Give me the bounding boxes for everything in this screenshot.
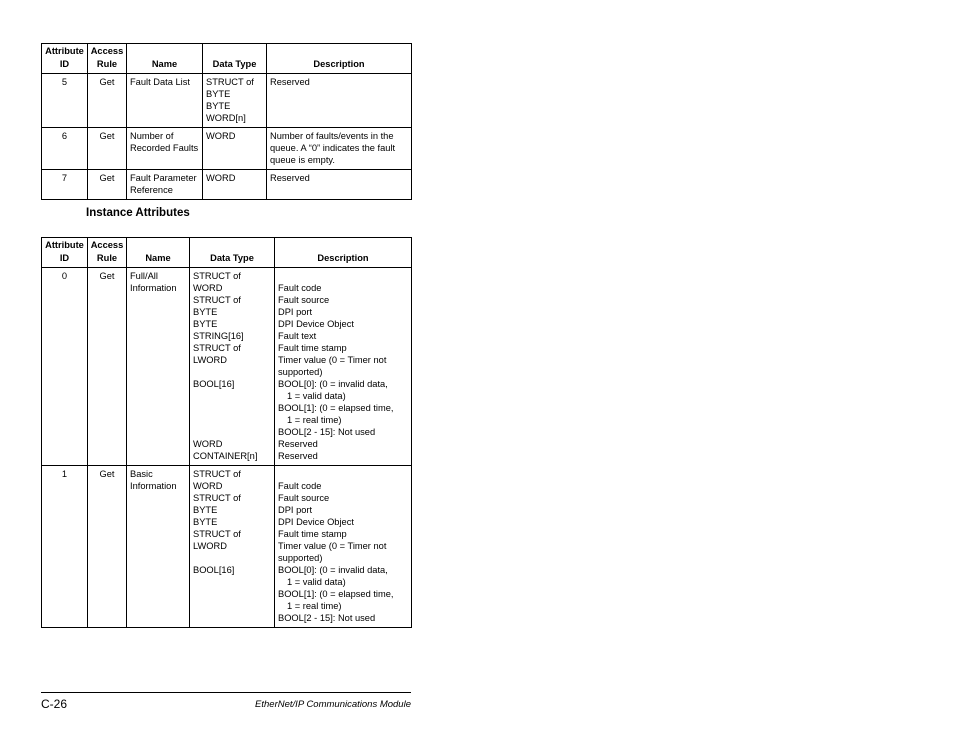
header-description: Description <box>267 44 412 74</box>
data-type-cell <box>203 170 267 200</box>
description-line: BOOL[2 - 15]: Not used <box>278 613 376 623</box>
header-data-type: Data Type <box>190 238 275 268</box>
name-cell: Basic Information <box>127 466 190 628</box>
name-cell: Number of Recorded Faults <box>127 128 203 170</box>
name-cell: Full/All Information <box>127 268 190 466</box>
attribute-id-cell: 1 <box>42 466 88 628</box>
document-title: EtherNet/IP Communications Module <box>255 699 411 710</box>
description-cell: Number of faults/events in the queue. A “0” indicates the fault queue is empty. <box>267 128 412 170</box>
data-type-cell <box>190 466 275 628</box>
description-cell <box>275 466 412 628</box>
description-line: DPI Device Object <box>278 517 354 527</box>
data-type-line: STRUCT of <box>193 271 241 281</box>
description-line: BOOL[1]: (0 = elapsed time, <box>278 589 394 599</box>
instance-attributes-table <box>41 237 412 628</box>
header-name: Name <box>127 238 190 268</box>
description-line: Timer value (0 = Timer not <box>278 541 387 551</box>
access-rule-cell: Get <box>88 268 127 466</box>
description-line: supported) <box>278 367 323 377</box>
data-type-line <box>193 390 271 402</box>
data-type-line: STRUCT of <box>193 469 241 479</box>
data-type-line: STRUCT of <box>193 493 241 503</box>
data-type-line: WORD <box>193 439 223 449</box>
description-line: 1 = valid data) <box>287 391 346 401</box>
data-type-line: WORD[n] <box>206 113 246 123</box>
name-cell: Fault Data List <box>127 74 203 128</box>
description-line: BOOL[0]: (0 = invalid data, <box>278 379 388 389</box>
access-rule-cell: Get <box>88 170 127 200</box>
header-data-type: Data Type <box>203 44 267 74</box>
description-cell: Reserved <box>267 170 412 200</box>
data-type-line: WORD <box>193 283 223 293</box>
data-type-line <box>193 426 271 438</box>
data-type-line: LWORD <box>193 541 227 551</box>
attribute-id-cell: 5 <box>42 74 88 128</box>
data-type-line: BYTE <box>193 319 218 329</box>
data-type-cell <box>203 128 267 170</box>
data-type-line: WORD <box>206 131 236 141</box>
data-type-line: STRUCT of <box>193 529 241 539</box>
description-cell <box>275 268 412 466</box>
section-heading: Instance Attributes <box>86 207 190 219</box>
data-type-line: BYTE <box>193 307 218 317</box>
access-rule-cell: Get <box>88 466 127 628</box>
footer-rule <box>41 692 411 693</box>
data-type-cell <box>203 74 267 128</box>
description-line: DPI Device Object <box>278 319 354 329</box>
description-line: DPI port <box>278 307 313 317</box>
attribute-id-cell: 7 <box>42 170 88 200</box>
header-attribute-id: Attribute ID <box>42 44 88 74</box>
description-line <box>278 468 408 480</box>
header-description: Description <box>275 238 412 268</box>
data-type-line <box>193 414 271 426</box>
table-row <box>42 128 412 170</box>
access-rule-cell: Get <box>88 128 127 170</box>
description-line: Fault source <box>278 493 330 503</box>
data-type-line: WORD <box>206 173 236 183</box>
description-line: Fault time stamp <box>278 343 347 353</box>
description-line: Fault code <box>278 283 322 293</box>
header-access-rule: Access Rule <box>88 44 127 74</box>
description-line: 1 = valid data) <box>287 577 346 587</box>
data-type-line <box>193 366 271 378</box>
description-line: Fault code <box>278 481 322 491</box>
attribute-id-cell: 6 <box>42 128 88 170</box>
description-line: BOOL[2 - 15]: Not used <box>278 427 376 437</box>
data-type-line: BYTE <box>206 101 231 111</box>
data-type-line: STRING[16] <box>193 331 244 341</box>
data-type-line: WORD <box>193 481 223 491</box>
data-type-line: BOOL[16] <box>193 379 235 389</box>
class-attributes-table-continued <box>41 43 412 200</box>
table-row <box>42 466 412 628</box>
data-type-line <box>193 552 271 564</box>
header-access-rule: Access Rule <box>88 238 127 268</box>
description-line: supported) <box>278 553 323 563</box>
description-line: 1 = real time) <box>287 415 342 425</box>
table2-header-row <box>42 238 412 268</box>
data-type-line: STRUCT of <box>193 295 241 305</box>
description-line: 1 = real time) <box>287 601 342 611</box>
data-type-line <box>193 402 271 414</box>
description-line: DPI port <box>278 505 313 515</box>
data-type-line: STRUCT of <box>206 77 254 87</box>
data-type-line: BYTE <box>206 89 231 99</box>
description-line: Fault text <box>278 331 317 341</box>
data-type-cell <box>190 268 275 466</box>
description-cell: Reserved <box>267 74 412 128</box>
description-line: BOOL[1]: (0 = elapsed time, <box>278 403 394 413</box>
data-type-line: STRUCT of <box>193 343 241 353</box>
description-line: Fault time stamp <box>278 529 347 539</box>
attribute-id-cell: 0 <box>42 268 88 466</box>
table-row <box>42 268 412 466</box>
name-cell: Fault Parameter Reference <box>127 170 203 200</box>
data-type-line: BYTE <box>193 517 218 527</box>
table-row <box>42 170 412 200</box>
description-line: BOOL[0]: (0 = invalid data, <box>278 565 388 575</box>
data-type-line: LWORD <box>193 355 227 365</box>
description-line: Timer value (0 = Timer not <box>278 355 387 365</box>
header-attribute-id: Attribute ID <box>42 238 88 268</box>
data-type-line: BYTE <box>193 505 218 515</box>
description-line: Reserved <box>278 439 318 449</box>
description-line: Fault source <box>278 295 330 305</box>
data-type-line: CONTAINER[n] <box>193 451 258 461</box>
data-type-line: BOOL[16] <box>193 565 235 575</box>
table-row <box>42 74 412 128</box>
table1-header-row <box>42 44 412 74</box>
header-name: Name <box>127 44 203 74</box>
access-rule-cell: Get <box>88 74 127 128</box>
page-number: C-26 <box>41 697 68 711</box>
description-line: Reserved <box>278 451 318 461</box>
description-line <box>278 270 408 282</box>
